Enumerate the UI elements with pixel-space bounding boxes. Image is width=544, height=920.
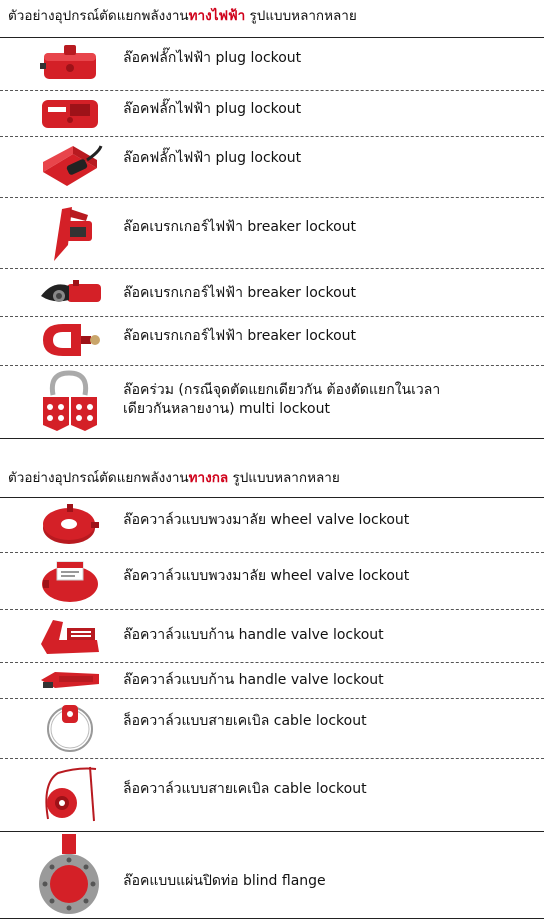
heading-prefix: ตัวอย่างอุปกรณ์ตัดแยกพลังงาน bbox=[8, 470, 189, 486]
row-label: ล๊อคฟลั๊กไฟฟ้า plug lockout bbox=[123, 50, 302, 66]
row-label: ล๊อคเบรกเกอร์ไฟฟ้า breaker lockout bbox=[123, 219, 357, 235]
row-label: ล๊อคฟลั๊กไฟฟ้า plug lockout bbox=[123, 101, 302, 117]
divider bbox=[0, 758, 544, 759]
divider bbox=[0, 918, 544, 919]
wheel-valve-lockout-icon bbox=[34, 500, 106, 550]
divider bbox=[0, 37, 544, 38]
divider bbox=[0, 136, 544, 137]
handle-valve-flat-icon bbox=[34, 664, 106, 696]
row-label: ล๊อควาล์วแบบพวงมาลัย wheel valve lockout bbox=[123, 512, 410, 528]
multi-lockout-hasp-icon bbox=[34, 368, 106, 434]
breaker-lockout-knob-icon bbox=[34, 318, 106, 362]
divider bbox=[0, 552, 544, 553]
heading-suffix: รูปแบบหลากหลาย bbox=[228, 470, 340, 486]
divider bbox=[0, 831, 544, 832]
heading-highlight: ทางไฟฟ้า bbox=[188, 8, 246, 24]
row-label-line2: เดียวกันหลายงาน) multi lockout bbox=[123, 401, 330, 417]
plug-lockout-danger-icon bbox=[34, 92, 106, 134]
plug-lockout-open-icon bbox=[34, 140, 106, 194]
divider bbox=[0, 197, 544, 198]
breaker-lockout-screw-icon bbox=[34, 271, 106, 313]
row-label: ล๊อคแบบแผ่นปิดท่อ blind flange bbox=[123, 873, 326, 889]
divider bbox=[0, 268, 544, 269]
cable-lockout-reel-icon bbox=[34, 762, 106, 828]
divider bbox=[0, 662, 544, 663]
cable-lockout-coil-icon bbox=[34, 700, 106, 756]
row-label: ล๊อคเบรกเกอร์ไฟฟ้า breaker lockout bbox=[123, 285, 357, 301]
divider bbox=[0, 497, 544, 498]
heading-suffix: รูปแบบหลากหลาย bbox=[245, 8, 357, 24]
plug-lockout-box-icon bbox=[34, 40, 106, 88]
row-label: ล๊อคเบรกเกอร์ไฟฟ้า breaker lockout bbox=[123, 328, 357, 344]
row-label: ล๊อคฟลั๊กไฟฟ้า plug lockout bbox=[123, 150, 302, 166]
divider bbox=[0, 90, 544, 91]
heading-prefix: ตัวอย่างอุปกรณ์ตัดแยกพลังงาน bbox=[8, 8, 189, 24]
wheel-valve-danger-icon bbox=[34, 556, 106, 606]
row-label: ล็อควาล์วแบบสายเคเบิล cable lockout bbox=[123, 781, 367, 797]
section-heading-electrical bbox=[8, 7, 357, 25]
handle-valve-lockout-icon bbox=[34, 612, 106, 660]
section-heading-mechanical bbox=[8, 469, 340, 487]
row-label: ล๊อคร่วม (กรณีจุดตัดแยกเดียวกัน ต้องตัดแยกในเวลา bbox=[123, 382, 441, 398]
divider bbox=[0, 609, 544, 610]
row-label: ล็อควาล์วแบบสายเคเบิล cable lockout bbox=[123, 713, 367, 729]
blind-flange-icon bbox=[34, 834, 106, 916]
divider bbox=[0, 316, 544, 317]
divider bbox=[0, 698, 544, 699]
divider bbox=[0, 365, 544, 366]
row-label: ล๊อควาล์วแบบพวงมาลัย wheel valve lockout bbox=[123, 568, 410, 584]
divider bbox=[0, 438, 544, 439]
breaker-lockout-clamp-icon bbox=[34, 200, 106, 266]
row-label: ล๊อควาล์วแบบก้าน handle valve lockout bbox=[123, 672, 384, 688]
heading-highlight: ทางกล bbox=[188, 470, 229, 486]
row-label: ล๊อควาล์วแบบก้าน handle valve lockout bbox=[123, 627, 384, 643]
